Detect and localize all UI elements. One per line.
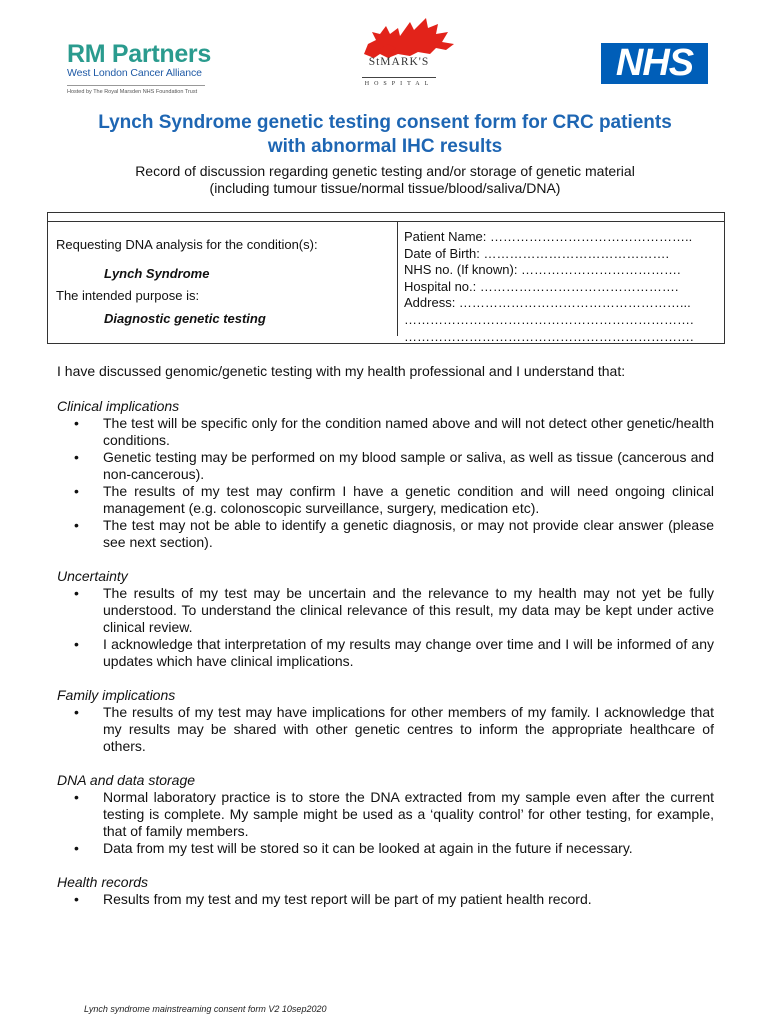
section-uncertainty <box>57 568 714 670</box>
condition-value: Lynch Syndrome <box>104 266 210 281</box>
bullet-icon: • <box>74 840 79 856</box>
st-marks-divider <box>362 77 436 78</box>
rm-partners-subtitle: West London Cancer Alliance <box>67 67 202 79</box>
section-title: Family implications <box>57 687 176 703</box>
nhs-number-field[interactable]: NHS no. (If known): ………………………………. <box>404 262 681 278</box>
bullet-icon: • <box>74 789 79 805</box>
section-title: DNA and data storage <box>57 772 196 788</box>
list-item: • The test may not be able to identify a genetic diagnosis, or may not provide clear answer (please see next section). <box>74 517 714 550</box>
section-clinical-implications <box>57 398 714 551</box>
patient-name-field[interactable]: Patient Name: ……………………………………….. <box>404 229 693 244</box>
list-item: • Data from my test will be stored so it can be looked at again in the future if necessary. <box>74 840 633 856</box>
section-family-implications <box>57 687 714 755</box>
bullet-icon: • <box>74 483 79 499</box>
bullet-icon: • <box>74 415 79 431</box>
request-box-left <box>48 221 398 336</box>
rm-partners-title: RM Partners <box>67 40 211 68</box>
rm-partners-logo <box>67 42 217 96</box>
intro-statement: I have discussed genomic/genetic testing with my health professional and I understand that: <box>57 363 626 379</box>
list-item: • I acknowledge that interpretation of my results may change over time and I will be informed of any updates which have clinical implications. <box>74 636 714 669</box>
bullet-icon: • <box>74 585 79 601</box>
request-box <box>47 212 725 344</box>
header-logos <box>0 0 770 105</box>
date-of-birth-field[interactable]: Date of Birth: ……………………………………. <box>404 245 670 261</box>
st-marks-hospital: HOSPITAL <box>364 81 434 87</box>
list-item: • Normal laboratory practice is to store the DNA extracted from my sample even after the current testing is complete. My sample might be used as a ‘quality control’ for other testing, for example, that of family members. <box>74 789 714 839</box>
purpose-value: Diagnostic genetic testing <box>104 311 266 326</box>
rm-partners-hosted: Hosted by The Royal Marsden NHS Foundation Trust <box>67 85 205 96</box>
page-subtitle-line-1: Record of discussion regarding genetic testing and/or storage of genetic material <box>135 163 635 179</box>
page-subtitle-line-2: (including tumour tissue/normal tissue/blood/saliva/DNA) <box>209 180 561 196</box>
patient-details <box>404 229 720 345</box>
bullet-icon: • <box>74 704 79 720</box>
request-label: Requesting DNA analysis for the condition(s): <box>56 237 318 252</box>
footer-version: Lynch syndrome mainstreaming consent form V2 10sep2020 <box>84 1004 327 1014</box>
page-title-line-2: with abnormal IHC results <box>267 136 503 157</box>
list-item: • The results of my test may confirm I have a genetic condition and will need ongoing clinical management (e.g. colonoscopic surveillance, surgery, medication etc). <box>74 483 714 516</box>
section-title: Uncertainty <box>57 568 128 584</box>
consent-content <box>57 363 714 925</box>
nhs-logo: NHS <box>601 43 708 84</box>
bullet-icon: • <box>74 517 79 533</box>
page-subtitle <box>40 163 730 197</box>
list-item: • The results of my test may be uncertain and the relevance to my health may not yet be fully understood. To understand the clinical relevance of this result, my data may be kept under active clinical review. <box>74 585 714 635</box>
purpose-label: The intended purpose is: <box>56 288 200 303</box>
list-item: • Results from my test and my test report will be part of my patient health record. <box>74 891 592 907</box>
hospital-number-field[interactable]: Hospital no.: ………………………………………. <box>404 278 679 294</box>
section-dna-data-storage <box>57 772 714 857</box>
list-item: • The test will be specific only for the condition named above and will not detect other genetic/health conditions. <box>74 415 714 448</box>
address-field[interactable]: Address: ……………………………………………... <box>404 295 691 311</box>
section-title: Clinical implications <box>57 398 180 414</box>
list-item: • The results of my test may have implications for other members of my family. I acknowledge that my results may be shared with other genetic centres to inform the appropriate healthcare of others. <box>74 704 714 754</box>
section-title: Health records <box>57 874 149 890</box>
bullet-icon: • <box>74 891 79 907</box>
bullet-icon: • <box>74 636 79 652</box>
address-line-3-field[interactable]: …………………………………………………………. <box>404 328 694 344</box>
page-title <box>40 111 730 159</box>
bullet-icon: • <box>74 449 79 465</box>
page-title-line-1: Lynch Syndrome genetic testing consent form for CRC patients <box>98 112 672 133</box>
address-line-2-field[interactable]: …………………………………………………………. <box>404 311 694 327</box>
st-marks-name: StMARK'S <box>368 56 430 68</box>
list-item: • Genetic testing may be performed on my blood sample or saliva, as well as tissue (cancerous and non-cancerous). <box>74 449 714 482</box>
section-health-records <box>57 874 714 908</box>
